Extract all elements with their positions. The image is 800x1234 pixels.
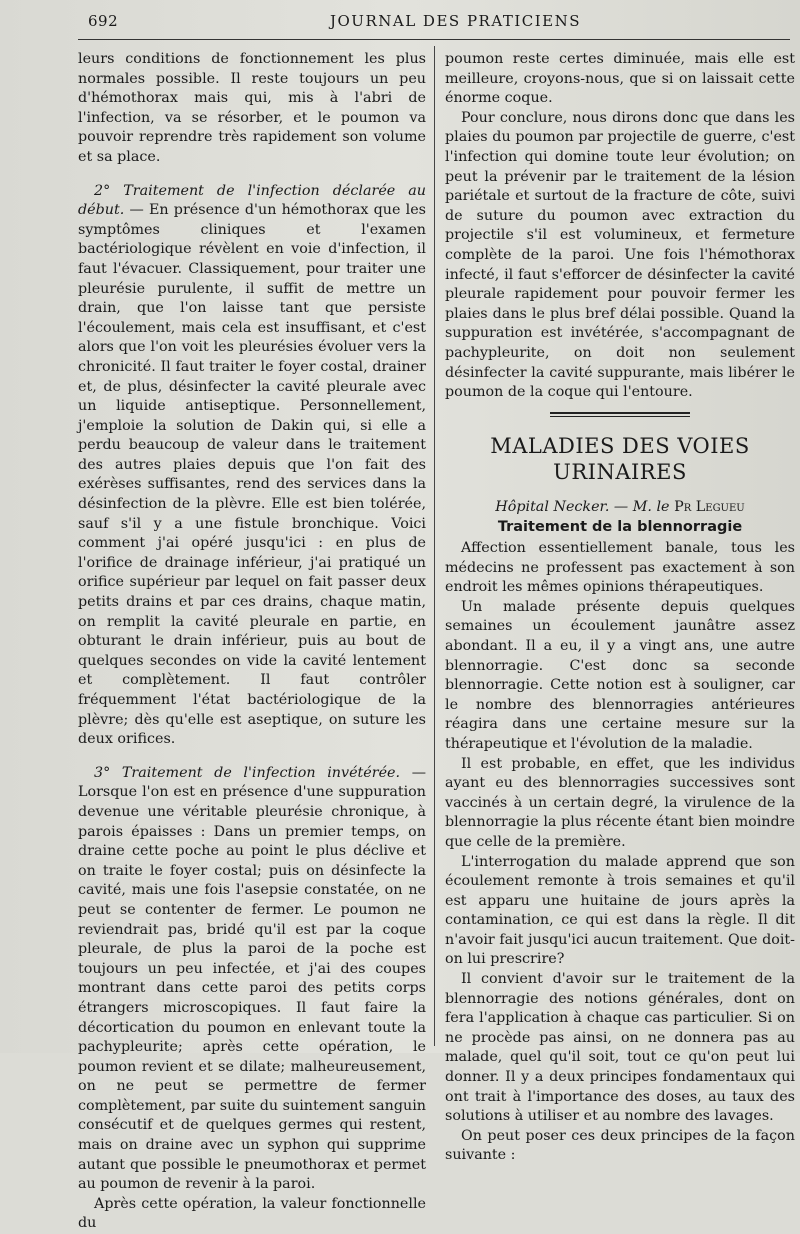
left-column — [78, 50, 426, 1234]
section-separator — [550, 412, 690, 417]
paragraph-body: — En présence d'un hémothorax que les symptômes cliniques et l'examen bactériologique révèlent en voie d'infection, il faut l'évacuer. Classiquement, pour traiter une pleurésie purulente, il suffit de mettre un drain, que l'on laisse tant que persiste l'écoulement, mais cela est insuffisant, et c'est alors que l'on voit les pleurésies évoluer vers la chronicité. Il faut traiter le foyer costal, drainer et, de plus, désinfecter la cavité pleurale avec un liquide antiseptique. Personnellement, j'emploie la solution de Dakin qui, si elle a perdu beaucoup de valeur dans le traitement des autres plaies depuis que l'on fait des exérèses suffisantes, rend des services dans la désinfection de la plèvre. Elle est bien tolérée, sauf s'il y a une fistule bronchique. Voici comment j'ai opéré jusqu'ici : en plus de l'orifice de drainage inférieur, j'ai pratiqué un orifice supérieur par lequel on fait passer deux petits drains et par ces drains, chaque matin, on remplit la cavité pleurale en partie, en obturant le drain inférieur, puis au bout de quelques secondes on vide la cavité lentement et complètement. Il faut contrôler fréquemment l'état bactériologique de la plèvre; dès qu'elle est aseptique, on suture les deux orifices. — [78, 202, 426, 748]
paragraph-infection-debut — [78, 182, 426, 750]
paragraph: poumon reste certes diminuée, mais elle est meilleure, croyons-nous, que si on laissait cette énorme coque. — [445, 51, 795, 107]
paragraph-body: — Lorsque l'on est en présence d'une suppuration devenue une véritable pleurésie chronique, à parois épaisses : Dans un premier temps, on draine cette poche au point le plus déclive et on traite le foyer costal; puis on désinfecte la cavité, mais une fois l'asepsie constatée, on ne peut se contenter de fermer. Le poumon ne reviendrait pas, bridé qu'il est par la coque pleurale, de plus la paroi de la poche est toujours un peu infectée, et j'ai des coupes montrant dans cette paroi des petits corps étrangers microscopiques. Il faut faire la décortication du poumon en enlevant toute la pachypleurite; après cette opération, le poumon revient et se dilate; malheureusement, on ne peut se permettre de fermer complètement, par suite du suintement sanguin consécutif et de quelques germes qui restent, mais on draine avec un syphon qui supprime autant que possible le pneumothorax et permet au poumon de revenir à la paroi. — [78, 764, 426, 1193]
paragraph-heading: 2° Traitement de l'infection déclarée au début. — [78, 182, 426, 219]
right-column-top — [445, 50, 795, 403]
page-number: 692 — [88, 12, 119, 30]
hospital-name: Hôpital Necker. — [495, 499, 610, 515]
header-rule — [78, 39, 790, 40]
author-name: Pr Legueu — [674, 499, 745, 515]
paragraph: L'interrogation du malade apprend que son écoulement remonte à trois semaines et qu'il est apparu une huitaine de jours après la contamination, ce qui est dans la règle. Il dit n'avoir fait jusqu'ici aucun traitement. Que doit-on lui prescrire? — [445, 853, 795, 968]
article-subtitle: Traitement de la blennorragie — [497, 519, 743, 535]
paragraph-infection-inveteree — [78, 764, 426, 1195]
paragraph: Il convient d'avoir sur le traitement de la blennorragie des notions générales, dont on fera l'application à chaque cas particulier. Si on ne procède pas ainsi, on ne donnera pas au malade, quel qu'il soit, tout ce qu'on peut lui donner. Il y a deux principes fondamentaux qui ont trait à l'importance des doses, au taux des solutions à utiliser et au nombre des lavages. — [445, 971, 795, 1125]
right-column-bottom — [445, 402, 795, 1166]
paragraph-heading: 3° Traitement de l'infection invétérée. — [94, 764, 401, 781]
journal-title: JOURNAL DES PRATICIENS — [330, 12, 582, 30]
paragraph: Affection essentiellement banale, tous les médecins ne professent pas exactement à son endroit les mêmes opinions thérapeutiques. — [445, 540, 795, 596]
section-title: MALADIES DES VOIES URINAIRES — [490, 434, 750, 484]
paragraph: Un malade présente depuis quelques semaines un écoulement jaunâtre assez abondant. Il a eu, il y a vingt ans, une autre blennorragie. C'est donc sa seconde blennorragie. Cette notion est à souligner, car le nombre des blennorragies antérieures réagira dans une certaine mesure sur la thérapeutique et l'évolution de la maladie. — [445, 598, 795, 752]
page-header — [0, 10, 800, 34]
byline-separator: — M. le — [609, 499, 675, 515]
paragraph: leurs conditions de fonctionnement les plus normales possible. Il reste toujours un peu d'hémothorax mais qui, mis à l'abri de l'infection, va se résorber, et le poumon va pouvoir reprendre très rapidement son volume et sa place. — [78, 51, 426, 165]
paragraph: Il est probable, en effet, que les individus ayant eu des blennorragies successives sont vaccinés à un certain degré, la virulence de la blennorragie la plus récente étant bien moindre que celle de la première. — [445, 755, 795, 850]
paragraph: Après cette opération, la valeur fonctionnelle du — [78, 1195, 426, 1232]
paragraph-conclusion: Pour conclure, nous dirons donc que dans les plaies du poumon par projectile de guerre, c'est l'infection qui domine toute leur évolution; on peut la prévenir par le traitement de la lésion pariétale et surtout de la fracture de côte, suivi de suture du poumon avec extraction du projectile s'il est volumineux, et fermeture complète de la paroi. Une fois l'hémothorax infecté, il faut s'efforcer de désinfecter la cavité pleurale rapidement pour pouvoir fermer les plaies dans le plus bref délai possible. Quand la suppuration est invétérée, s'accompagnant de pachypleurite, on doit non seulement désinfecter la cavité suppurante, mais libérer le poumon de la coque qui l'entoure. — [445, 109, 795, 401]
byline — [445, 497, 795, 517]
column-divider — [434, 46, 435, 1046]
paragraph: On peut poser ces deux principes de la façon suivante : — [445, 1127, 795, 1164]
